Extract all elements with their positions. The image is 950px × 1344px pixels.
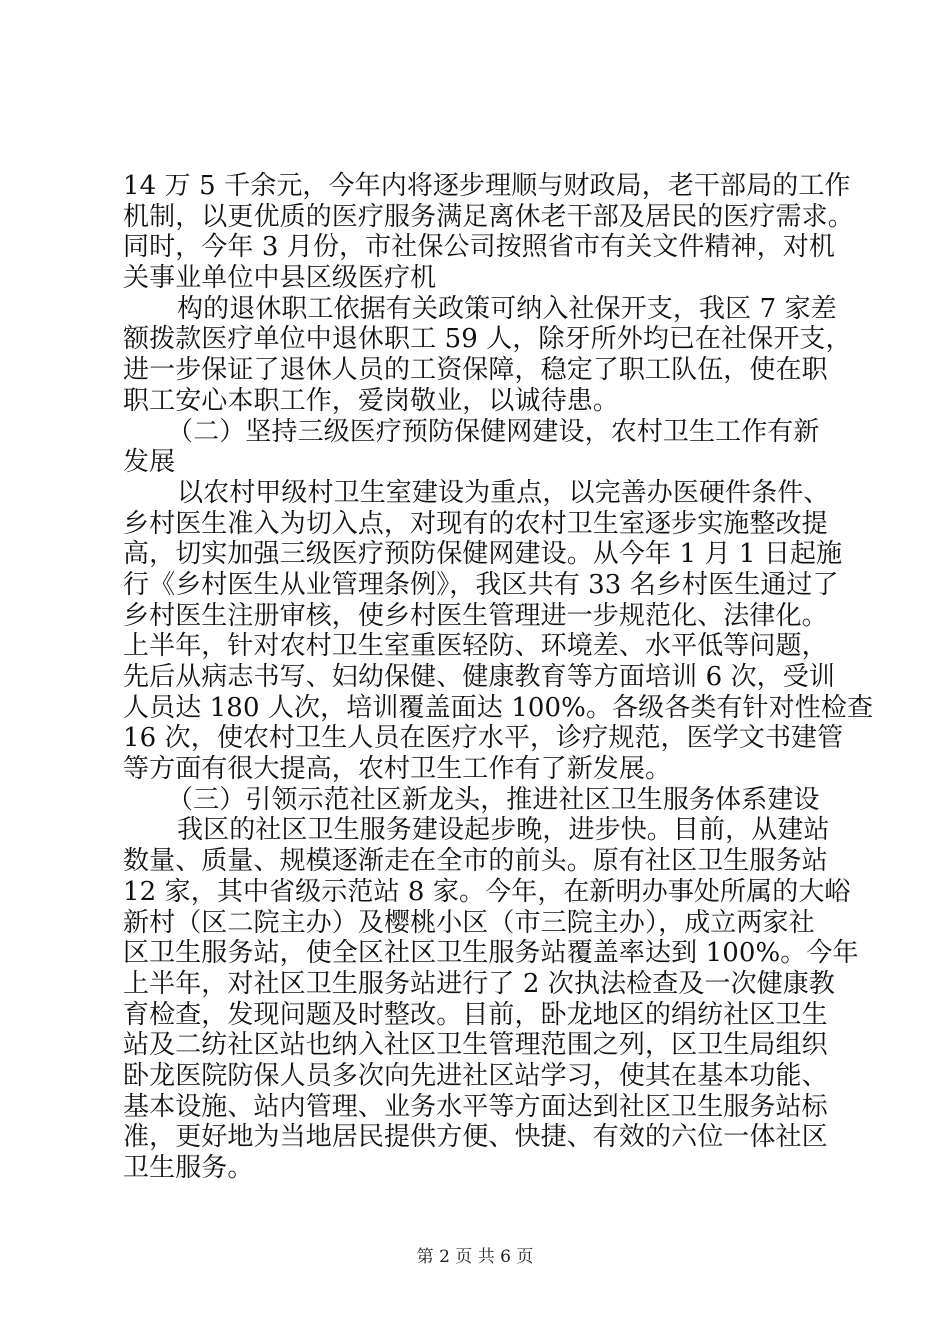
text-line: 新村（区二院主办）及樱桃小区（市三院主办），成立两家社	[123, 907, 815, 938]
text-line: 区卫生服务站，使全区社区卫生服务站覆盖率达到 100%。今年	[123, 938, 859, 969]
text-line: 卧龙医院防保人员多次向先进社区站学习，使其在基本功能、	[123, 1060, 828, 1091]
text-line: 行《乡村医生从业管理条例》，我区共有 33 名乡村医生通过了	[123, 569, 839, 600]
text-line: 站及二纺社区站也纳入社区卫生管理范围之列，区卫生局组织	[123, 1030, 828, 1061]
text-line: 14 万 5 千余元，今年内将逐步理顺与财政局，老干部局的工作	[123, 171, 851, 201]
text-line: 16 次，使农村卫生人员在医疗水平，诊疗规范，医学文书建管	[123, 723, 844, 754]
text-line: 先后从病志书写、妇幼保健、健康教育等方面培训 6 次，受训	[123, 662, 835, 692]
text-line: 机制，以更优质的医疗服务满足离休老干部及居民的医疗需求。	[123, 201, 854, 232]
text-line: 额拨款医疗单位中退休职工 59 人，除牙所外均已在社保开支，	[123, 324, 852, 355]
text-line: 准，更好地为当地居民提供方便、快捷、有效的六位一体社区	[123, 1122, 828, 1153]
text-line: 基本设施、站内管理、业务水平等方面达到社区卫生服务站标	[123, 1091, 828, 1122]
text-line: 育检查，发现问题及时整改。目前，卧龙地区的绢纺社区卫生	[123, 999, 828, 1030]
text-line: 关事业单位中县区级医疗机	[123, 263, 437, 294]
text-line: 构的退休职工依据有关政策可纳入社保开支，我区 7 家差	[177, 293, 837, 324]
document-body	[123, 171, 874, 1184]
text-line: 上半年，针对农村卫生室重医轻防、环境差、水平低等问题，	[123, 631, 828, 662]
section-heading: （二）坚持三级医疗预防保健网建设，农村卫生工作有新	[167, 416, 820, 447]
text-line: 人员达 180 人次，培训覆盖面达 100%。各级各类有针对性检查	[123, 692, 874, 723]
text-line: 上半年，对社区卫生服务站进行了 2 次执法检查及一次健康教	[123, 968, 835, 999]
text-line: 高，切实加强三级医疗预防保健网建设。从今年 1 月 1 日起施	[123, 539, 843, 570]
text-line: 我区的社区卫生服务建设起步晚，进步快。目前，从建站	[177, 815, 830, 846]
text-line: 同时，今年 3 月份，市社保公司按照省市有关文件精神，对机	[123, 232, 835, 263]
text-line: 进一步保证了退休人员的工资保障，稳定了职工队伍，使在职	[123, 355, 828, 386]
text-line: 卫生服务。	[123, 1153, 254, 1183]
text-line: 乡村医生准入为切入点，对现有的农村卫生室逐步实施整改提	[123, 508, 828, 539]
text-line: 数量、质量、规模逐渐走在全市的前头。原有社区卫生服务站	[123, 846, 828, 877]
section-heading: （三）引领示范社区新龙头，推进社区卫生服务体系建设	[167, 784, 820, 815]
section-heading-continued: 发展	[123, 447, 176, 478]
text-line: 等方面有很大提高，农村卫生工作有了新发展。	[123, 754, 672, 785]
text-line: 乡村医生注册审核，使乡村医生管理进一步规范化、法律化。	[123, 600, 828, 631]
text-line: 12 家，其中省级示范站 8 家。今年，在新明办事处所属的大峪	[123, 876, 851, 907]
page-number-footer: 第 2 页 共 6 页	[416, 1247, 534, 1267]
text-line: 以农村甲级村卫生室建设为重点，以完善办医硬件条件、	[177, 477, 830, 508]
text-line: 职工安心本职工作，爱岗敬业，以诚待患。	[123, 385, 619, 416]
